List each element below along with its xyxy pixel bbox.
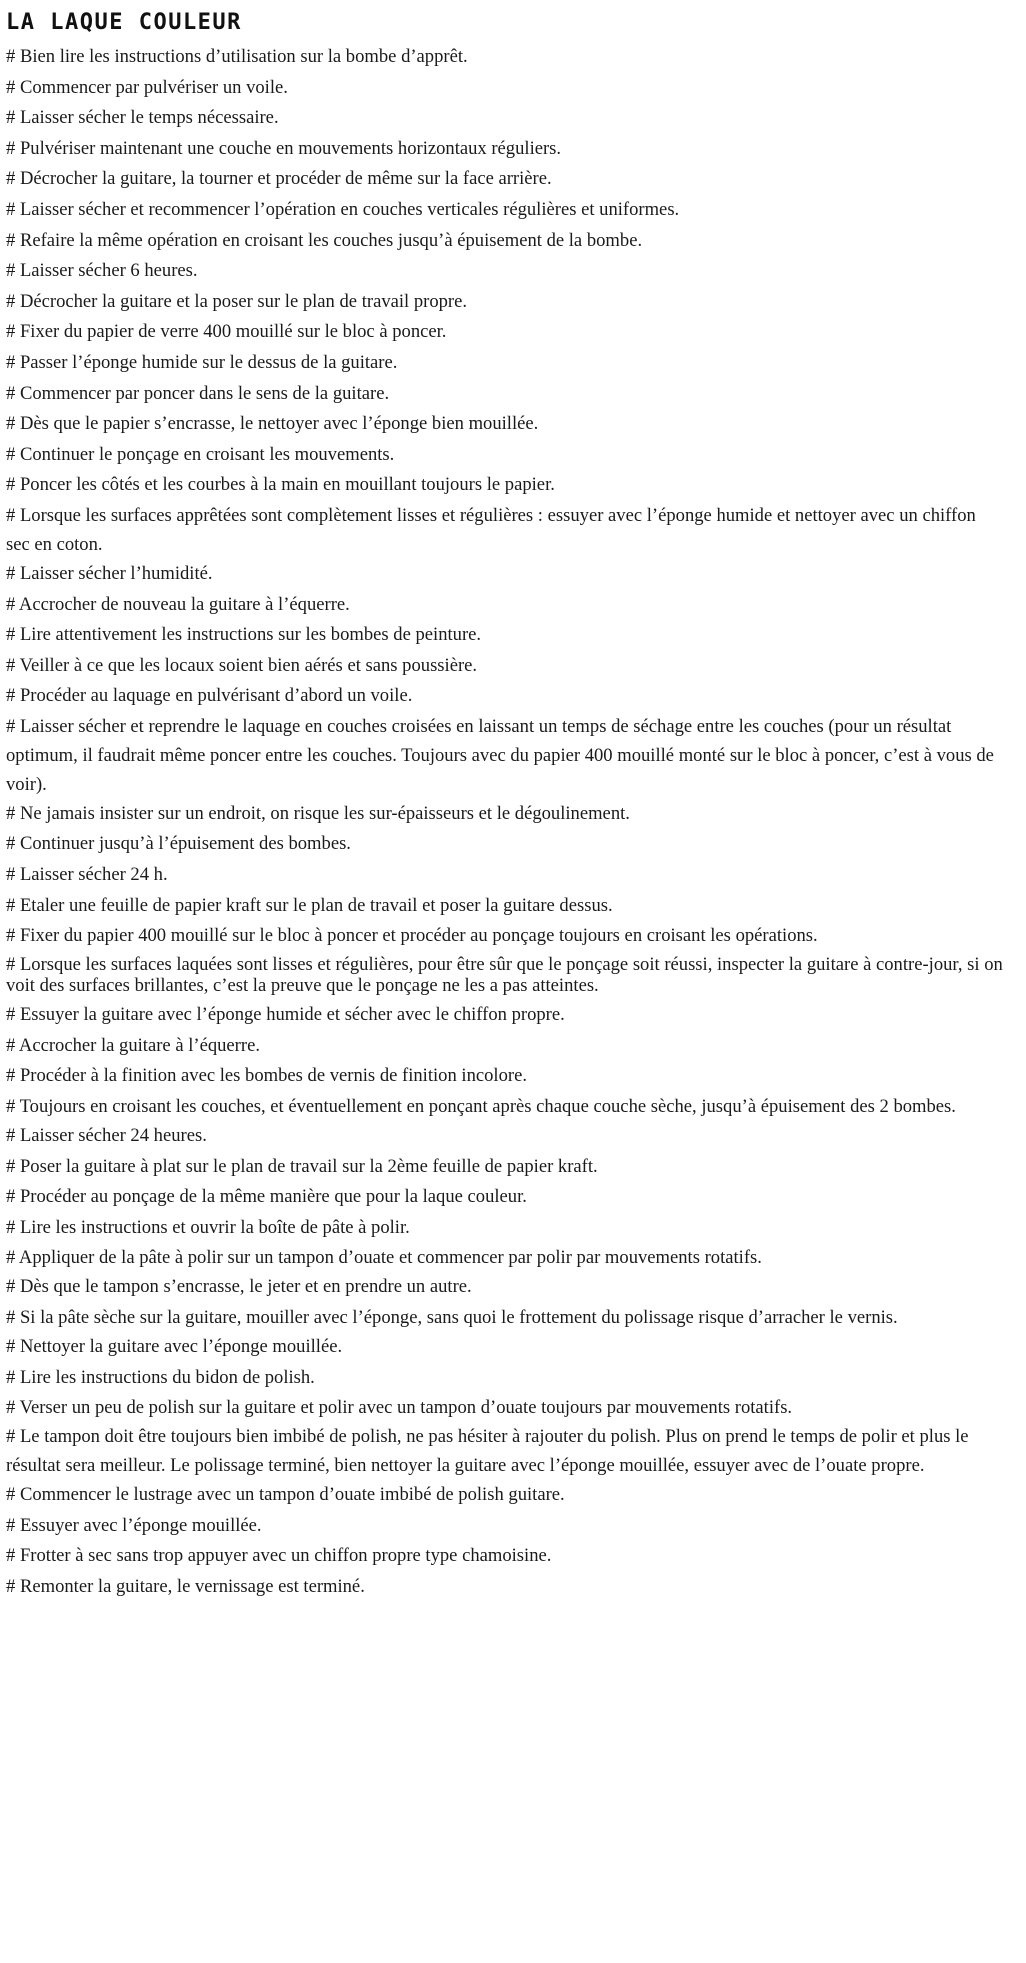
instruction-step: # Commencer par pulvériser un voile.: [6, 76, 288, 98]
instruction-step: # Laisser sécher l’humidité.: [6, 562, 213, 584]
instruction-step: # Bien lire les instructions d’utilisation sur la bombe d’apprêt.: [6, 46, 468, 67]
instruction-step: # Lire attentivement les instructions sur les bombes de peinture.: [6, 624, 482, 646]
instruction-step: # Laisser sécher le temps nécessaire.: [6, 107, 279, 129]
instruction-step: # Accrocher la guitare à l’équerre.: [6, 1034, 260, 1056]
instruction-step: # Remonter la guitare, le vernissage est terminé.: [6, 1575, 365, 1597]
instruction-step: # Poser la guitare à plat sur le plan de travail sur la 2ème feuille de papier kraft.: [6, 1155, 598, 1177]
instruction-step: # Lire les instructions du bidon de polish.: [6, 1366, 315, 1388]
instruction-step: # Toujours en croisant les couches, et éventuellement en ponçant après chaque couche sèche, jusqu’à épuisement des 2 bombes.: [6, 1096, 956, 1118]
instruction-step: # Essuyer la guitare avec l’éponge humide et sécher avec le chiffon propre.: [6, 1004, 565, 1026]
instruction-step: # Pulvériser maintenant une couche en mouvements horizontaux réguliers.: [6, 137, 562, 159]
instruction-step: # Veiller à ce que les locaux soient bien aérés et sans poussière.: [6, 654, 478, 676]
instruction-step: # Nettoyer la guitare avec l’éponge mouillée.: [6, 1336, 343, 1357]
instruction-step: # Décrocher la guitare et la poser sur le plan de travail propre.: [6, 290, 468, 312]
instruction-step: # Ne jamais insister sur un endroit, on risque les sur-épaisseurs et le dégoulinement.: [6, 802, 630, 824]
instruction-list: [6, 42, 1004, 1603]
instruction-step: # Dès que le tampon s’encrasse, le jeter et en prendre un autre.: [6, 1276, 472, 1298]
instruction-step: # Poncer les côtés et les courbes à la main en mouillant toujours le papier.: [6, 474, 555, 496]
instruction-step: # Verser un peu de polish sur la guitare et polir avec un tampon d’ouate toujours par mouvements rotatifs.: [6, 1397, 793, 1419]
instruction-step: # Lorsque les surfaces laquées sont lisses et régulières, pour être sûr que le ponçage soit réussi, inspecter la guitare à contre-jour, si on voit des surfaces brillantes, c’est la preuve que le ponçage ne les a pas atteintes.: [6, 954, 1003, 997]
instruction-step: # Laisser sécher et reprendre le laquage en couches croisées en laissant un temps de séchage entre les couches (pour un résultat optimum, il faudrait même poncer entre les couches. Toujours avec du papier 400 mouillé monté sur le bloc à poncer, c’est à vous de voir).: [6, 715, 994, 795]
instruction-step: # Procéder à la finition avec les bombes de vernis de finition incolore.: [6, 1065, 527, 1087]
instruction-step: # Refaire la même opération en croisant les couches jusqu’à épuisement de la bombe.: [6, 229, 643, 251]
instruction-step: # Appliquer de la pâte à polir sur un tampon d’ouate et commencer par polir par mouvements rotatifs.: [6, 1247, 762, 1269]
instruction-step: # Fixer du papier 400 mouillé sur le bloc à poncer et procéder au ponçage toujours en croisant les opérations.: [6, 925, 818, 947]
page-title: LA LAQUE COULEUR: [6, 10, 242, 35]
instruction-step: # Si la pâte sèche sur la guitare, mouiller avec l’éponge, sans quoi le frottement du polissage risque d’arracher le vernis.: [6, 1307, 898, 1328]
instruction-step: # Commencer le lustrage avec un tampon d’ouate imbibé de polish guitare.: [6, 1484, 565, 1506]
instruction-step: # Lorsque les surfaces apprêtées sont complètement lisses et régulières : essuyer avec l’éponge humide et nettoyer avec un chiffon sec en coton.: [6, 504, 976, 555]
instruction-step: # Etaler une feuille de papier kraft sur le plan de travail et poser la guitare dessus.: [6, 894, 613, 916]
instruction-step: # Procéder au laquage en pulvérisant d’abord un voile.: [6, 685, 413, 707]
instruction-step: # Continuer le ponçage en croisant les mouvements.: [6, 443, 395, 465]
instruction-step: # Lire les instructions et ouvrir la boîte de pâte à polir.: [6, 1216, 410, 1238]
instruction-step: # Décrocher la guitare, la tourner et procéder de même sur la face arrière.: [6, 168, 552, 190]
instruction-step: # Accrocher de nouveau la guitare à l’équerre.: [6, 593, 350, 615]
instruction-step: # Continuer jusqu’à l’épuisement des bombes.: [6, 833, 351, 855]
instruction-step: # Frotter à sec sans trop appuyer avec un chiffon propre type chamoisine.: [6, 1545, 552, 1567]
instruction-step: # Commencer par poncer dans le sens de la guitare.: [6, 382, 390, 404]
instruction-step: # Laisser sécher 24 heures.: [6, 1125, 207, 1147]
instruction-step: # Fixer du papier de verre 400 mouillé sur le bloc à poncer.: [6, 321, 447, 343]
instruction-step: # Dès que le papier s’encrasse, le nettoyer avec l’éponge bien mouillée.: [6, 413, 539, 435]
instruction-step: # Essuyer avec l’éponge mouillée.: [6, 1514, 262, 1536]
instruction-step: # Laisser sécher 24 h.: [6, 864, 168, 886]
instruction-step: # Le tampon doit être toujours bien imbibé de polish, ne pas hésiter à rajouter du polish. Plus on prend le temps de polir et plus le résultat sera meilleur. Le polissage terminé, bien nettoyer la guitare avec l’éponge mouillée, essuyer avec de l’ouate propre.: [6, 1426, 969, 1477]
instruction-step: # Laisser sécher 6 heures.: [6, 260, 198, 282]
instruction-step: # Laisser sécher et recommencer l’opération en couches verticales régulières et uniformes.: [6, 198, 680, 220]
instruction-step: # Procéder au ponçage de la même manière que pour la laque couleur.: [6, 1186, 527, 1208]
instruction-step: # Passer l’éponge humide sur le dessus de la guitare.: [6, 351, 398, 373]
